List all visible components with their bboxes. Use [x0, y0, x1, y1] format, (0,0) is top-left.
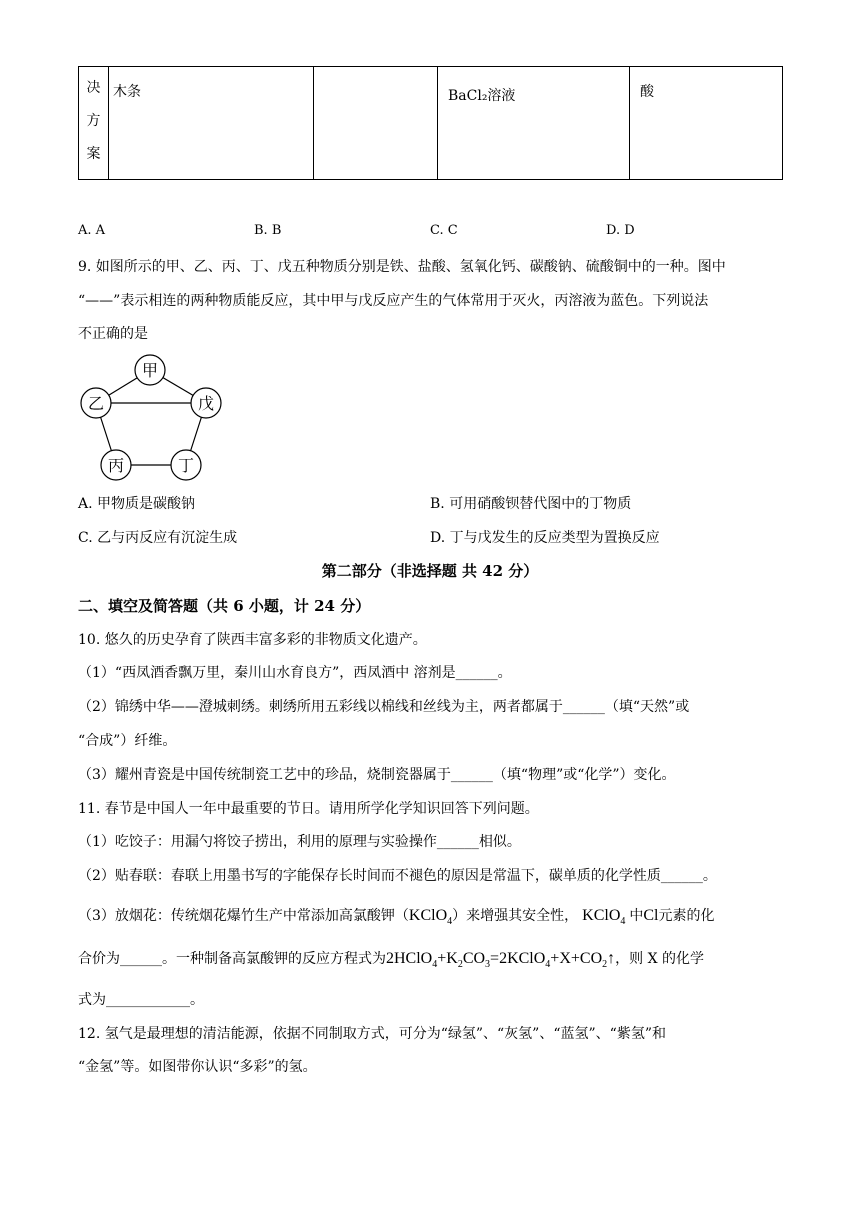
reaction-diagram	[76, 352, 226, 482]
q10-stem: 10. 悠久的历史孕育了陕西丰富多彩的非物质文化遗产。	[78, 632, 427, 648]
q12-line: 12. 氢气是最理想的清洁能源，依据不同制取方式，可分为“绿氢”、“灰氢”、“蓝氢”、“紫氢”和	[78, 1026, 666, 1042]
q12-line: “金氢”等。如图带你认识“多彩”的氢。	[78, 1059, 317, 1075]
svg-text:戊: 戊	[197, 394, 215, 413]
part2-title: 第二部分（非选择题 共 42 分）	[321, 562, 539, 580]
formula-kclo4: KClO$_4$	[578, 907, 626, 928]
table-cell: 酸	[630, 67, 783, 180]
q10-line: （2）锦绣中华——澄城刺绣。刺绣所用五彩线以棉线和丝线为主，两者都属于______（填“天然”或	[78, 699, 690, 715]
table-cell: 木条	[109, 67, 314, 180]
svg-text:丁: 丁	[177, 456, 195, 475]
svg-text:甲: 甲	[141, 361, 159, 380]
row-label-char: 方	[86, 113, 101, 129]
node-ding	[171, 450, 201, 480]
formula-cl: Cl	[643, 907, 659, 924]
table-cell: BaCl₂溶液	[438, 67, 630, 180]
q11-line-4: 合价为______。一种制备高氯酸钾的反应方程式为$2HClO_4+K_2CO_3=2KClO_4+X+CO_2↑$，则 X 的化学	[78, 950, 704, 971]
q11-line: （1）吃饺子：用漏勺将饺子捞出，利用的原理与实验操作______相似。	[78, 834, 521, 850]
node-wu	[191, 388, 221, 418]
node-yi	[81, 388, 111, 418]
q10-line: （1）“西凤酒香飘万里，秦川山水育良方”，西凤酒中 溶剂是______。	[78, 665, 512, 681]
svg-text:乙: 乙	[87, 394, 105, 413]
q9-option-d: D. 丁与戊发生的反应类型为置换反应	[430, 530, 660, 546]
row-label-cell	[79, 67, 109, 180]
formula-kclo4: KClO$_4$	[408, 907, 453, 928]
q10-line: “合成”）纤维。	[78, 733, 177, 749]
row-label-char: 决	[86, 80, 101, 96]
q11-stem: 11. 春节是中国人一年中最重要的节日。请用所学化学知识回答下列问题。	[78, 801, 539, 817]
reaction-equation: $2HClO_4+K_2CO_3=2KClO_4+X+CO_2↑$	[386, 950, 616, 971]
solution-table	[78, 66, 783, 180]
q8-option-b: B. B	[254, 223, 282, 238]
section2-title: 二、填空及简答题（共 6 小题，计 24 分）	[78, 597, 371, 615]
q9-option-b: B. 可用硝酸钡替代图中的丁物质	[430, 496, 632, 512]
q11-line-3: （3）放烟花：传统烟花爆竹生产中常添加高氯酸钾（KClO$_4$）来增强其安全性， KClO$_4$ 中Cl元素的化	[78, 907, 715, 928]
q8-option-c: C. C	[430, 223, 458, 238]
q8-option-d: D. D	[606, 223, 635, 238]
q9-stem-line: 9. 如图所示的甲、乙、丙、丁、戊五种物质分别是铁、盐酸、氢氧化钙、碳酸钠、硫酸铜中的一种。图中	[78, 259, 726, 275]
q8-option-a: A. A	[78, 223, 106, 238]
q9-option-c: C. 乙与丙反应有沉淀生成	[78, 530, 238, 546]
row-label-char: 案	[86, 146, 101, 162]
node-jia	[135, 355, 165, 385]
q11-line: 式为____________。	[78, 992, 204, 1008]
table-cell	[314, 67, 438, 180]
q9-stem-line: “——”表示相连的两种物质能反应，其中甲与戊反应产生的气体常用于灭火，丙溶液为蓝色。下列说法	[78, 293, 709, 309]
q10-line: （3）耀州青瓷是中国传统制瓷工艺中的珍品，烧制瓷器属于______（填“物理”或“化学”）变化。	[78, 767, 676, 783]
q9-stem-line: 不正确的是	[78, 326, 148, 342]
node-bing	[101, 450, 131, 480]
q9-option-a: A. 甲物质是碳酸钠	[78, 496, 196, 512]
svg-text:丙: 丙	[107, 456, 125, 475]
q11-line: （2）贴春联：春联上用墨书写的字能保存长时间而不褪色的原因是常温下，碳单质的化学性质______。	[78, 868, 717, 884]
